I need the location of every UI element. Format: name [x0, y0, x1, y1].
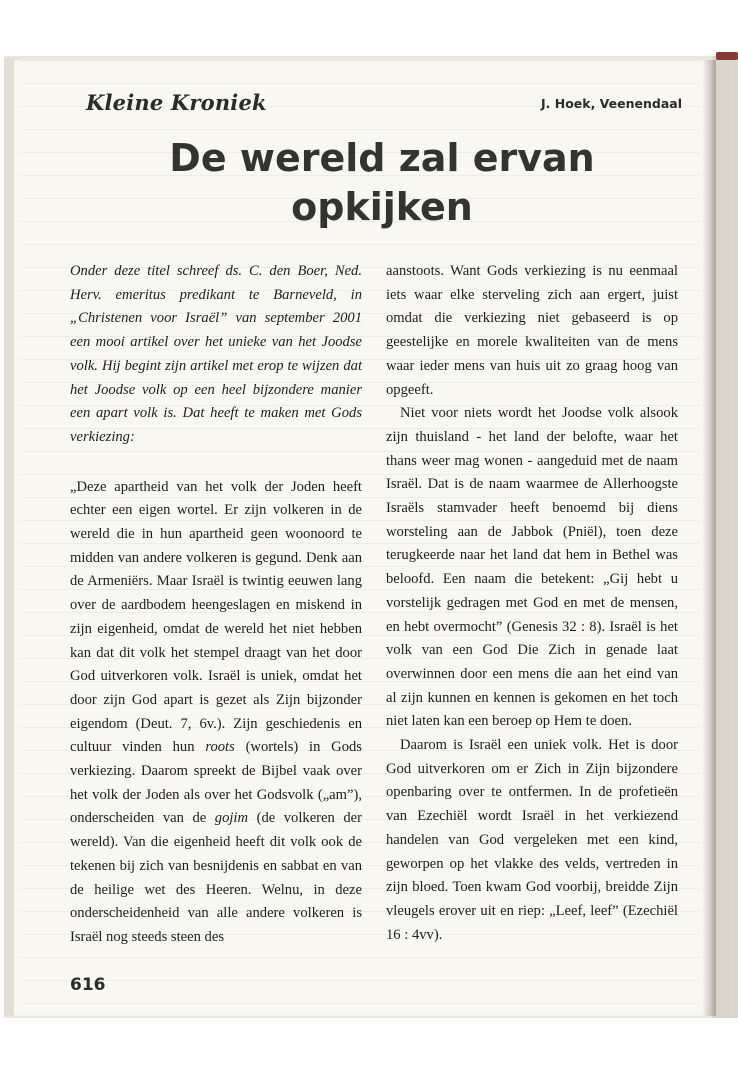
gojim-term: gojim [214, 810, 249, 827]
right-paragraph-1: aanstoots. Want Gods verkiezing is nu eenmaal iets waar elke sterveling zich aan ergert, juist omdat die verkiezing niet gebaseerd is op geestelijke en morele kwaliteiten van de mens waar ieder mens van huis uit zo graag hoog van opgeeft. [386, 263, 678, 398]
page-number: 616 [70, 975, 106, 995]
intro-paragraph: Onder deze titel schreef ds. C. den Boer, Ned. Herv. emeritus predikant te Barneveld, in „Christenen voor Israël” van september 2001 een mooi artikel over het unieke van het Joodse volk. Hij begint zijn artikel met erop te wijzen dat het Joodse volk op een heel bijzondere manier een apart volk is. Dat heeft te maken met Gods verkiezing: [70, 263, 362, 445]
roots-term: roots [205, 739, 235, 756]
right-paragraph-2: Niet voor niets wordt het Joodse volk alsook zijn thuisland - het land der belofte, waar het thans weer mag wonen - aangeduid met de naam Israël. Dat is de naam waarmee de Allerhoogste Israëls stamvader heeft benoemd bij diens worsteling aan de Jabbok (Pniël), toen deze terugkeerde naar het land dat hem in Bethel was beloofd. Een naam die betekent: „Gij hebt u vorstelijk gedragen met God en met de mensen, en hebt overmocht” (Genesis 32 : 8). Israël is het volk van een God Die Zich in genade laat overwinnen door een mens die aan het eind van al zijn kunnen en kennen is gekomen en het toch niet laten kan een beroep op Hem te doen. [386, 405, 678, 730]
left-column [70, 260, 362, 950]
bookmark-ribbon [716, 52, 738, 60]
quote-paragraph [70, 476, 362, 950]
quote-text-part-2: (wortels) in Gods verkiezing. Daarom spreekt de Bijbel vaak over het volk der Joden als over het Godsvolk („am”), onderscheiden van de [70, 739, 362, 827]
author-byline: J. Hoek, Veenendaal [540, 96, 682, 111]
section-label: Kleine Kroniek [86, 90, 267, 115]
right-column [386, 260, 678, 947]
article-title: De wereld zal ervan opkijken [169, 136, 595, 229]
right-paragraph-3: Daarom is Israël een uniek volk. Het is door God uitverkoren om er Zich in Zijn bijzondere openbaring over te ontfermen. In de profetieën van Ezechiël wordt Israël in het verkiezend handelen van God vergeleken met een kind, geworpen op het vlakke des velds, vertreden in zijn bloed. Toen kwam God voorbij, breidde Zijn vleugels erover uit en riep: „Leef, leef” (Ezechiël 16 : 4vv). [386, 737, 678, 943]
quote-text-part-1: „Deze apartheid van het volk der Joden heeft echter een eigen wortel. Er zijn volkeren in de wereld die in hun apartheid geen woonoord te midden van andere volkeren is gegund. Denk aan de Armeniërs. Maar Israël is twintig eeuwen lang over de aardbodem heengeslagen en miskend in zijn eigenheid, omdat de wereld het niet hebben kan dat dit volk het stempel draagt van het door God uitverkoren volk. Israël is uniek, omdat het door zijn God apart is gezet als Zijn bijzonder eigendom (Deut. 7, 6v.). Zijn geschiedenis en cultuur vinden hun [70, 478, 362, 756]
binding-shadow [702, 60, 716, 1016]
quote-text-part-3: (de volkeren der wereld). Van die eigenheid heeft dit volk ook de tekenen bij zich van besnijdenis en sabbat en van de heilige wet des Heeren. Welnu, in deze onderscheidenheid van alle andere volkeren is Israël nog steeds steen des [70, 810, 362, 945]
